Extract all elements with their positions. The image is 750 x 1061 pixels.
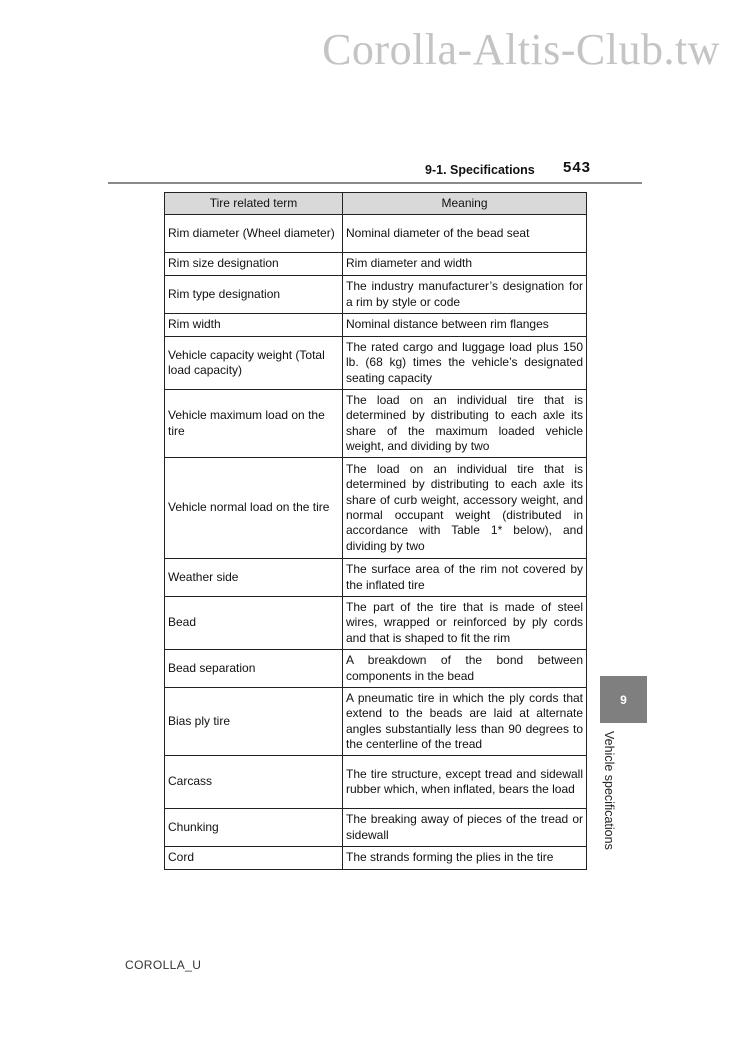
page-number: 543 [563, 159, 592, 176]
meaning-cell: The strands forming the plies in the tire [343, 847, 587, 870]
table-header-row [165, 193, 587, 215]
term-cell: Weather side [165, 559, 343, 597]
meaning-cell: Nominal distance between rim flanges [343, 314, 587, 337]
term-cell: Rim size designation [165, 253, 343, 276]
table-row [165, 390, 587, 458]
term-cell: Chunking [165, 809, 343, 847]
meaning-cell: The load on an individual tire that is determined by distributing to each axle its share of the maximum loaded vehicle weight, and dividing by two [343, 390, 587, 458]
chapter-tab [600, 676, 647, 723]
watermark: Corolla-Altis-Club.tw [322, 25, 720, 74]
table-row [165, 809, 587, 847]
term-cell: Carcass [165, 756, 343, 809]
term-cell: Bias ply tire [165, 688, 343, 756]
chapter-number: 9 [620, 692, 627, 707]
table-row [165, 215, 587, 253]
column-header-term: Tire related term [165, 193, 343, 215]
table-row [165, 650, 587, 688]
table-row [165, 253, 587, 276]
term-cell: Rim width [165, 314, 343, 337]
meaning-cell: The tire structure, except tread and sidewall rubber which, when inflated, bears the load [343, 756, 587, 809]
term-cell: Rim type designation [165, 276, 343, 314]
header-divider [108, 182, 642, 184]
chapter-label: Vehicle specifications [602, 731, 616, 850]
term-cell: Vehicle capacity weight (Total load capacity) [165, 337, 343, 390]
tire-terms-table [164, 192, 587, 870]
table-row [165, 756, 587, 809]
table-row [165, 337, 587, 390]
meaning-cell: The load on an individual tire that is determined by distributing to each axle its share of curb weight, accessory weight, and normal occupant weight (distributed in accordance with Table 1* below), and dividing by two [343, 458, 587, 559]
meaning-cell: The surface area of the rim not covered by the inflated tire [343, 559, 587, 597]
meaning-cell: A breakdown of the bond between components in the bead [343, 650, 587, 688]
term-cell: Vehicle maximum load on the tire [165, 390, 343, 458]
meaning-cell: The part of the tire that is made of steel wires, wrapped or reinforced by ply cords and that is shaped to fit the rim [343, 597, 587, 650]
column-header-meaning: Meaning [343, 193, 587, 215]
meaning-cell: The rated cargo and luggage load plus 150 lb. (68 kg) times the vehicle’s designated seating capacity [343, 337, 587, 390]
footer-model-code: COROLLA_U [125, 958, 202, 972]
section-title: 9-1. Specifications [425, 163, 535, 177]
meaning-cell: The breaking away of pieces of the tread or sidewall [343, 809, 587, 847]
meaning-cell: Rim diameter and width [343, 253, 587, 276]
meaning-cell: Nominal diameter of the bead seat [343, 215, 587, 253]
table-row [165, 847, 587, 870]
term-cell: Rim diameter (Wheel diameter) [165, 215, 343, 253]
table-row [165, 458, 587, 559]
meaning-cell: The industry manufacturer’s designation for a rim by style or code [343, 276, 587, 314]
table-row [165, 597, 587, 650]
table-row [165, 688, 587, 756]
term-cell: Cord [165, 847, 343, 870]
term-cell: Vehicle normal load on the tire [165, 458, 343, 559]
table-row [165, 559, 587, 597]
term-cell: Bead [165, 597, 343, 650]
table-row [165, 276, 587, 314]
meaning-cell: A pneumatic tire in which the ply cords that extend to the beads are laid at alternate angles substantially less than 90 degrees to the centerline of the tread [343, 688, 587, 756]
table-row [165, 314, 587, 337]
term-cell: Bead separation [165, 650, 343, 688]
